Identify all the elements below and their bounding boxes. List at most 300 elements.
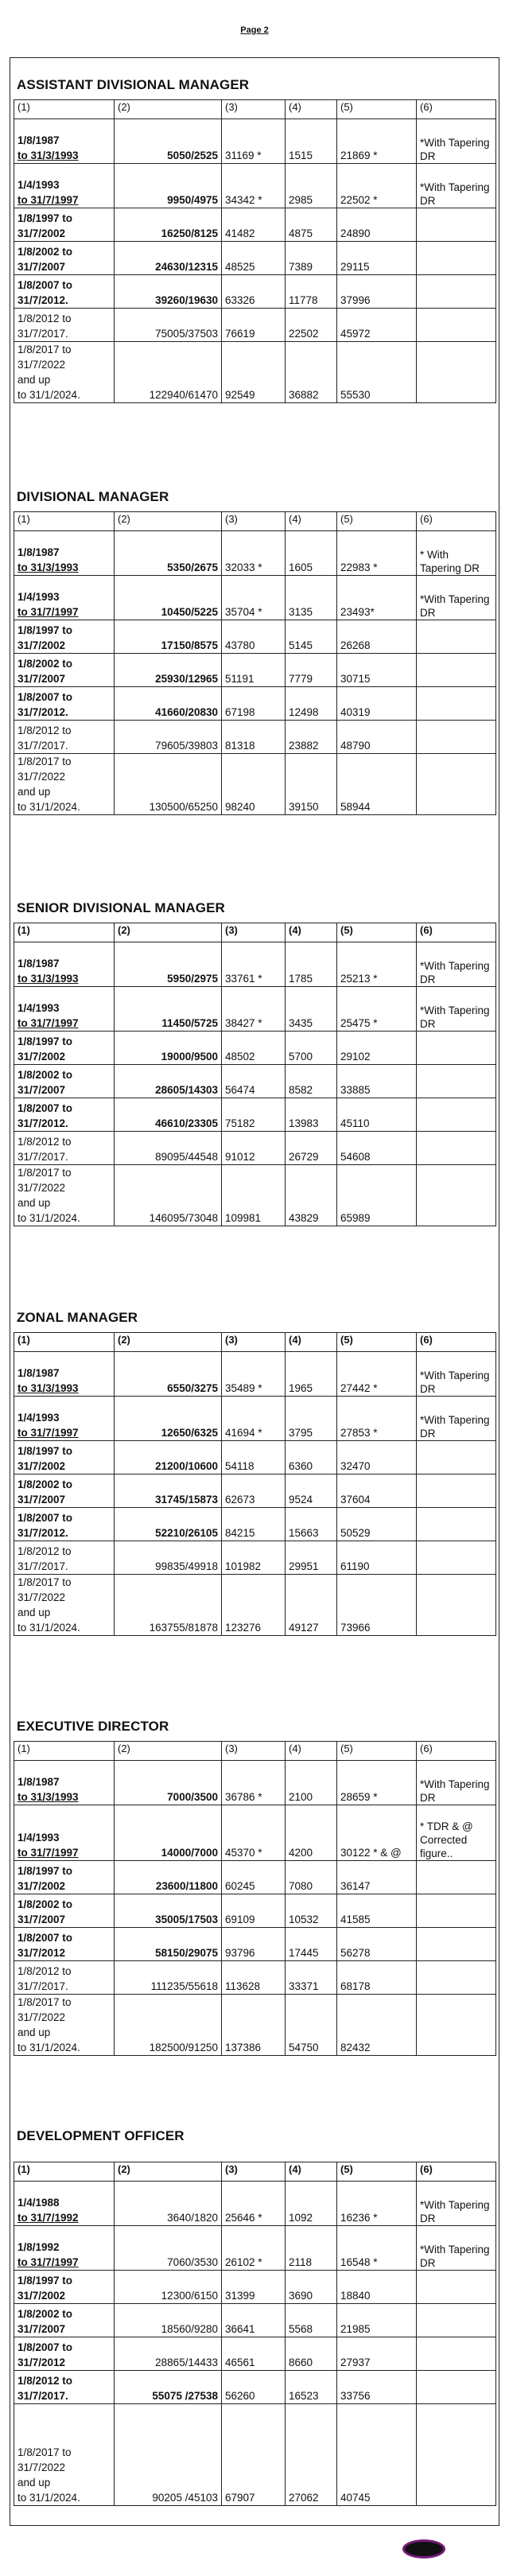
period-cell bbox=[14, 942, 115, 987]
section-title: SENIOR DIVISIONAL MANAGER bbox=[17, 900, 225, 915]
period-line: to 31/7/1997 bbox=[17, 1017, 79, 1029]
value-cell-3: 51191 bbox=[222, 654, 286, 687]
value-cell-4: 13983 bbox=[286, 1098, 337, 1132]
table-row bbox=[14, 2304, 496, 2337]
period-line: 31/7/2012 bbox=[17, 1947, 66, 1959]
value-cell-3: 67907 bbox=[222, 2404, 286, 2506]
table-row bbox=[14, 2337, 496, 2371]
period-cell bbox=[14, 754, 115, 815]
value-cell-4: 49127 bbox=[286, 1575, 337, 1636]
pay-scale-cell: 52210/26105 bbox=[115, 1508, 222, 1541]
pay-scale-cell: 7060/3530 bbox=[115, 2226, 222, 2271]
column-header: (6) bbox=[417, 512, 496, 531]
value-cell-3: 31169 * bbox=[222, 119, 286, 164]
value-cell-3: 62673 bbox=[222, 1474, 286, 1508]
period-line: to 31/1/2024. bbox=[17, 1212, 80, 1224]
value-cell-3: 91012 bbox=[222, 1132, 286, 1165]
table-row bbox=[14, 1928, 496, 1961]
table-header-row bbox=[14, 1742, 496, 1761]
stamp-logo bbox=[402, 2539, 445, 2559]
value-cell-5: 18840 bbox=[337, 2271, 417, 2304]
remark-cell: *With Tapering DR bbox=[417, 119, 496, 164]
value-cell-3: 69109 bbox=[222, 1894, 286, 1928]
column-header: (6) bbox=[417, 2162, 496, 2182]
period-cell bbox=[14, 1441, 115, 1474]
period-line: 31/7/2017. bbox=[17, 1151, 68, 1163]
period-line: 1/8/1997 to bbox=[17, 1865, 73, 1877]
column-header: (5) bbox=[337, 512, 417, 531]
remark-cell bbox=[417, 1508, 496, 1541]
period-line: 31/7/2022 bbox=[17, 2461, 66, 2473]
period-line: and up bbox=[17, 1197, 51, 1209]
table-row bbox=[14, 1165, 496, 1226]
value-cell-5: 40745 bbox=[337, 2404, 417, 2506]
period-cell bbox=[14, 1132, 115, 1165]
period-line: 31/7/2007 bbox=[17, 673, 66, 685]
section-title: DEVELOPMENT OFFICER bbox=[17, 2128, 185, 2143]
value-cell-4: 26729 bbox=[286, 1132, 337, 1165]
value-cell-5: 37604 bbox=[337, 1474, 417, 1508]
salary-table bbox=[14, 923, 496, 1226]
pay-scale-cell: 11450/5725 bbox=[115, 987, 222, 1032]
table-row bbox=[14, 164, 496, 208]
period-line: 1/8/1987 bbox=[17, 134, 60, 146]
period-line: 1/8/2002 to bbox=[17, 658, 73, 670]
period-cell bbox=[14, 1165, 115, 1226]
value-cell-3: 84215 bbox=[222, 1508, 286, 1541]
remark-cell: * TDR & @ Corrected figure.. bbox=[417, 1805, 496, 1861]
pay-scale-cell: 41660/20830 bbox=[115, 687, 222, 721]
period-line: 31/7/2012. bbox=[17, 1117, 68, 1129]
remark-cell: *With Tapering DR bbox=[417, 1761, 496, 1805]
column-header: (5) bbox=[337, 1742, 417, 1761]
period-line: to 31/1/2024. bbox=[17, 2042, 80, 2053]
value-cell-5: 21985 bbox=[337, 2304, 417, 2337]
value-cell-3: 101982 bbox=[222, 1541, 286, 1575]
period-line: 1/8/2007 to bbox=[17, 691, 73, 703]
remark-cell bbox=[417, 275, 496, 309]
value-cell-4: 8660 bbox=[286, 2337, 337, 2371]
period-line: to 31/7/1997 bbox=[17, 194, 79, 206]
period-line: and up bbox=[17, 2026, 51, 2038]
period-line: 1/8/2002 to bbox=[17, 246, 73, 258]
value-cell-3: 93796 bbox=[222, 1928, 286, 1961]
value-cell-5: 25475 * bbox=[337, 987, 417, 1032]
value-cell-5: 21869 * bbox=[337, 119, 417, 164]
period-cell bbox=[14, 2337, 115, 2371]
period-line: 31/7/2022 bbox=[17, 771, 66, 783]
remark-cell bbox=[417, 2404, 496, 2506]
period-cell bbox=[14, 1761, 115, 1805]
pay-scale-cell: 75005/37503 bbox=[115, 309, 222, 342]
pay-scale-cell: 14000/7000 bbox=[115, 1805, 222, 1861]
remark-cell bbox=[417, 1541, 496, 1575]
table-row bbox=[14, 987, 496, 1032]
period-cell bbox=[14, 2371, 115, 2404]
period-cell bbox=[14, 576, 115, 620]
salary-table bbox=[14, 1332, 496, 1636]
remark-cell bbox=[417, 654, 496, 687]
remark-cell bbox=[417, 1575, 496, 1636]
pay-scale-cell: 3640/1820 bbox=[115, 2182, 222, 2226]
remark-cell bbox=[417, 208, 496, 242]
table-header-row bbox=[14, 1333, 496, 1352]
salary-table bbox=[14, 2162, 496, 2506]
pay-scale-cell: 35005/17503 bbox=[115, 1894, 222, 1928]
remark-cell: *With Tapering DR bbox=[417, 1352, 496, 1397]
column-header: (1) bbox=[14, 100, 115, 119]
period-line: to 31/3/1993 bbox=[17, 1791, 79, 1803]
period-line: 31/7/2017. bbox=[17, 1980, 68, 1992]
period-line: 1/8/2002 to bbox=[17, 1898, 73, 1910]
value-cell-4: 54750 bbox=[286, 1995, 337, 2056]
period-cell bbox=[14, 1861, 115, 1894]
period-cell bbox=[14, 119, 115, 164]
period-line: 1/8/1987 bbox=[17, 1367, 60, 1379]
period-line: 31/7/2007 bbox=[17, 1494, 66, 1506]
period-line: 1/8/2007 to bbox=[17, 1102, 73, 1114]
column-header: (4) bbox=[286, 1333, 337, 1352]
pay-scale-cell: 9950/4975 bbox=[115, 164, 222, 208]
pay-scale-cell: 182500/91250 bbox=[115, 1995, 222, 2056]
salary-table bbox=[14, 1741, 496, 2056]
remark-cell bbox=[417, 1098, 496, 1132]
period-cell bbox=[14, 1541, 115, 1575]
period-line: to 31/1/2024. bbox=[17, 801, 80, 813]
value-cell-3: 35489 * bbox=[222, 1352, 286, 1397]
period-cell bbox=[14, 1961, 115, 1995]
remark-cell: *With Tapering DR bbox=[417, 2182, 496, 2226]
value-cell-4: 8582 bbox=[286, 1065, 337, 1098]
period-line: and up bbox=[17, 2477, 51, 2489]
value-cell-5: 68178 bbox=[337, 1961, 417, 1995]
column-header: (5) bbox=[337, 2162, 417, 2182]
pay-scale-cell: 31745/15873 bbox=[115, 1474, 222, 1508]
value-cell-4: 5700 bbox=[286, 1032, 337, 1065]
value-cell-5: 48790 bbox=[337, 721, 417, 754]
column-header: (3) bbox=[222, 100, 286, 119]
table-row bbox=[14, 1441, 496, 1474]
period-line: 31/7/2002 bbox=[17, 2290, 66, 2302]
value-cell-4: 36882 bbox=[286, 342, 337, 403]
value-cell-5: 27853 * bbox=[337, 1397, 417, 1441]
remark-cell bbox=[417, 1132, 496, 1165]
table-row bbox=[14, 208, 496, 242]
period-line: to 31/7/1997 bbox=[17, 606, 79, 618]
value-cell-3: 109981 bbox=[222, 1165, 286, 1226]
value-cell-4: 2100 bbox=[286, 1761, 337, 1805]
column-header: (3) bbox=[222, 1333, 286, 1352]
value-cell-4: 1785 bbox=[286, 942, 337, 987]
value-cell-3: 45370 * bbox=[222, 1805, 286, 1861]
pay-scale-cell: 28605/14303 bbox=[115, 1065, 222, 1098]
pay-scale-cell: 17150/8575 bbox=[115, 620, 222, 654]
table-row bbox=[14, 1761, 496, 1805]
value-cell-5: 54608 bbox=[337, 1132, 417, 1165]
remark-cell bbox=[417, 754, 496, 815]
value-cell-5: 73966 bbox=[337, 1575, 417, 1636]
period-line: 1/8/2017 to bbox=[17, 344, 72, 356]
column-header: (4) bbox=[286, 923, 337, 942]
period-line: 1/8/2007 to bbox=[17, 2341, 73, 2353]
table-row bbox=[14, 2271, 496, 2304]
value-cell-3: 56260 bbox=[222, 2371, 286, 2404]
column-header: (2) bbox=[115, 1333, 222, 1352]
period-line: 1/8/1997 to bbox=[17, 1445, 73, 1457]
pay-scale-cell: 10450/5225 bbox=[115, 576, 222, 620]
value-cell-4: 4200 bbox=[286, 1805, 337, 1861]
value-cell-3: 63326 bbox=[222, 275, 286, 309]
value-cell-4: 22502 bbox=[286, 309, 337, 342]
table-row bbox=[14, 2404, 496, 2506]
value-cell-4: 43829 bbox=[286, 1165, 337, 1226]
table-row bbox=[14, 1397, 496, 1441]
value-cell-5: 55530 bbox=[337, 342, 417, 403]
document-frame bbox=[10, 57, 499, 2526]
value-cell-4: 11778 bbox=[286, 275, 337, 309]
column-header: (5) bbox=[337, 1333, 417, 1352]
period-line: to 31/7/1997 bbox=[17, 1427, 79, 1439]
value-cell-4: 27062 bbox=[286, 2404, 337, 2506]
value-cell-5: 30715 bbox=[337, 654, 417, 687]
value-cell-4: 29951 bbox=[286, 1541, 337, 1575]
value-cell-3: 33761 * bbox=[222, 942, 286, 987]
value-cell-3: 26102 * bbox=[222, 2226, 286, 2271]
value-cell-4: 1605 bbox=[286, 531, 337, 576]
column-header: (4) bbox=[286, 100, 337, 119]
remark-cell bbox=[417, 1474, 496, 1508]
period-line: 31/7/2007 bbox=[17, 1084, 66, 1096]
value-cell-4: 10532 bbox=[286, 1894, 337, 1928]
pay-scale-cell: 28865/14433 bbox=[115, 2337, 222, 2371]
value-cell-4: 2118 bbox=[286, 2226, 337, 2271]
remark-cell bbox=[417, 1995, 496, 2056]
value-cell-5: 30122 * & @ bbox=[337, 1805, 417, 1861]
period-line: 1/4/1988 bbox=[17, 2197, 60, 2209]
table-row bbox=[14, 754, 496, 815]
column-header: (3) bbox=[222, 1742, 286, 1761]
remark-cell bbox=[417, 342, 496, 403]
remark-cell: * With Tapering DR bbox=[417, 531, 496, 576]
value-cell-5: 45972 bbox=[337, 309, 417, 342]
value-cell-3: 43780 bbox=[222, 620, 286, 654]
remark-cell bbox=[417, 1894, 496, 1928]
period-cell bbox=[14, 1508, 115, 1541]
remark-cell bbox=[417, 2304, 496, 2337]
period-line: and up bbox=[17, 374, 51, 386]
table-row bbox=[14, 531, 496, 576]
pay-scale-cell: 146095/73048 bbox=[115, 1165, 222, 1226]
value-cell-4: 15663 bbox=[286, 1508, 337, 1541]
period-cell bbox=[14, 2182, 115, 2226]
value-cell-3: 36641 bbox=[222, 2304, 286, 2337]
column-header: (2) bbox=[115, 100, 222, 119]
section-title: EXECUTIVE DIRECTOR bbox=[17, 1719, 169, 1734]
value-cell-4: 23882 bbox=[286, 721, 337, 754]
value-cell-3: 46561 bbox=[222, 2337, 286, 2371]
value-cell-4: 1092 bbox=[286, 2182, 337, 2226]
period-line: 1/8/1997 to bbox=[17, 624, 73, 636]
period-line: and up bbox=[17, 786, 51, 798]
value-cell-5: 16236 * bbox=[337, 2182, 417, 2226]
remark-cell bbox=[417, 721, 496, 754]
value-cell-4: 7389 bbox=[286, 242, 337, 275]
pay-scale-cell: 99835/49918 bbox=[115, 1541, 222, 1575]
period-cell bbox=[14, 620, 115, 654]
value-cell-4: 16523 bbox=[286, 2371, 337, 2404]
value-cell-3: 41694 * bbox=[222, 1397, 286, 1441]
pay-scale-cell: 19000/9500 bbox=[115, 1032, 222, 1065]
value-cell-3: 113628 bbox=[222, 1961, 286, 1995]
column-header: (4) bbox=[286, 2162, 337, 2182]
value-cell-5: 16548 * bbox=[337, 2226, 417, 2271]
value-cell-3: 92549 bbox=[222, 342, 286, 403]
value-cell-3: 81318 bbox=[222, 721, 286, 754]
period-line: 1/4/1993 bbox=[17, 591, 60, 603]
column-header: (2) bbox=[115, 2162, 222, 2182]
value-cell-4: 33371 bbox=[286, 1961, 337, 1995]
table-row bbox=[14, 342, 496, 403]
period-line: 31/7/2007 bbox=[17, 2323, 66, 2335]
column-header: (4) bbox=[286, 512, 337, 531]
period-cell bbox=[14, 1065, 115, 1098]
period-cell bbox=[14, 242, 115, 275]
column-header: (4) bbox=[286, 1742, 337, 1761]
value-cell-5: 33756 bbox=[337, 2371, 417, 2404]
pay-scale-cell: 79605/39803 bbox=[115, 721, 222, 754]
period-line: 1/8/2002 to bbox=[17, 1478, 73, 1490]
period-cell bbox=[14, 2226, 115, 2271]
remark-cell: *With Tapering DR bbox=[417, 164, 496, 208]
table-row bbox=[14, 275, 496, 309]
value-cell-5: 24890 bbox=[337, 208, 417, 242]
table-row bbox=[14, 1508, 496, 1541]
page-label: Page 2 bbox=[240, 25, 269, 35]
period-cell bbox=[14, 164, 115, 208]
pay-scale-cell: 5050/2525 bbox=[115, 119, 222, 164]
table-row bbox=[14, 309, 496, 342]
period-line: 1/8/2007 to bbox=[17, 1932, 73, 1944]
remark-cell: *With Tapering DR bbox=[417, 576, 496, 620]
table-row bbox=[14, 1894, 496, 1928]
value-cell-4: 12498 bbox=[286, 687, 337, 721]
period-line: to 31/3/1993 bbox=[17, 561, 79, 573]
pay-scale-cell: 46610/23305 bbox=[115, 1098, 222, 1132]
value-cell-5: 33885 bbox=[337, 1065, 417, 1098]
table-row bbox=[14, 1352, 496, 1397]
value-cell-5: 41585 bbox=[337, 1894, 417, 1928]
remark-cell bbox=[417, 309, 496, 342]
table-row bbox=[14, 1861, 496, 1894]
value-cell-5: 29115 bbox=[337, 242, 417, 275]
pay-scale-cell: 12650/6325 bbox=[115, 1397, 222, 1441]
table-row bbox=[14, 620, 496, 654]
value-cell-3: 54118 bbox=[222, 1441, 286, 1474]
remark-cell bbox=[417, 620, 496, 654]
period-line: 1/8/1987 bbox=[17, 1776, 60, 1788]
period-line: 1/8/2017 to bbox=[17, 1576, 72, 1588]
table-row bbox=[14, 1961, 496, 1995]
value-cell-4: 3135 bbox=[286, 576, 337, 620]
period-line: to 31/7/1997 bbox=[17, 1847, 79, 1859]
period-line: to 31/3/1993 bbox=[17, 1382, 79, 1394]
value-cell-5: 50529 bbox=[337, 1508, 417, 1541]
period-line: 31/7/2012 bbox=[17, 2356, 66, 2368]
value-cell-5: 22502 * bbox=[337, 164, 417, 208]
table-row bbox=[14, 1098, 496, 1132]
section-title: ASSISTANT DIVISIONAL MANAGER bbox=[17, 77, 250, 92]
table-row bbox=[14, 721, 496, 754]
value-cell-5: 37996 bbox=[337, 275, 417, 309]
table-header-row bbox=[14, 512, 496, 531]
column-header: (6) bbox=[417, 100, 496, 119]
value-cell-4: 17445 bbox=[286, 1928, 337, 1961]
value-cell-4: 2985 bbox=[286, 164, 337, 208]
value-cell-5: 45110 bbox=[337, 1098, 417, 1132]
period-cell bbox=[14, 531, 115, 576]
value-cell-4: 39150 bbox=[286, 754, 337, 815]
period-line: 1/8/2002 to bbox=[17, 1069, 73, 1081]
pay-scale-cell: 5950/2975 bbox=[115, 942, 222, 987]
column-header: (3) bbox=[222, 512, 286, 531]
remark-cell bbox=[417, 687, 496, 721]
period-line: 1/4/1993 bbox=[17, 1002, 60, 1014]
value-cell-3: 38427 * bbox=[222, 987, 286, 1032]
period-line: 31/7/2022 bbox=[17, 1182, 66, 1194]
period-cell bbox=[14, 1928, 115, 1961]
remark-cell bbox=[417, 1165, 496, 1226]
period-line: 31/7/2022 bbox=[17, 359, 66, 371]
table-row bbox=[14, 654, 496, 687]
value-cell-5: 23493* bbox=[337, 576, 417, 620]
remark-cell: *With Tapering DR bbox=[417, 987, 496, 1032]
period-line: 31/7/2017. bbox=[17, 328, 68, 340]
value-cell-5: 26268 bbox=[337, 620, 417, 654]
column-header: (6) bbox=[417, 1742, 496, 1761]
remark-cell bbox=[417, 1961, 496, 1995]
column-header: (5) bbox=[337, 923, 417, 942]
remark-cell bbox=[417, 1928, 496, 1961]
period-line: to 31/3/1993 bbox=[17, 150, 79, 161]
column-header: (6) bbox=[417, 923, 496, 942]
period-line: 1/8/1997 to bbox=[17, 2275, 73, 2287]
value-cell-3: 36786 * bbox=[222, 1761, 286, 1805]
pay-scale-cell: 111235/55618 bbox=[115, 1961, 222, 1995]
period-cell bbox=[14, 208, 115, 242]
table-row bbox=[14, 2226, 496, 2271]
period-cell bbox=[14, 654, 115, 687]
value-cell-4: 6360 bbox=[286, 1441, 337, 1474]
table-row bbox=[14, 1805, 496, 1861]
period-cell bbox=[14, 1474, 115, 1508]
column-header: (2) bbox=[115, 512, 222, 531]
period-cell bbox=[14, 2304, 115, 2337]
value-cell-5: 61190 bbox=[337, 1541, 417, 1575]
value-cell-3: 31399 bbox=[222, 2271, 286, 2304]
period-line: to 31/1/2024. bbox=[17, 2492, 80, 2504]
value-cell-5: 82432 bbox=[337, 1995, 417, 2056]
period-line: 1/8/2017 to bbox=[17, 1167, 72, 1179]
value-cell-3: 67198 bbox=[222, 687, 286, 721]
column-header: (1) bbox=[14, 1742, 115, 1761]
value-cell-3: 48502 bbox=[222, 1032, 286, 1065]
period-line: 31/7/2002 bbox=[17, 1880, 66, 1892]
period-cell bbox=[14, 1397, 115, 1441]
pay-scale-cell: 89095/44548 bbox=[115, 1132, 222, 1165]
value-cell-3: 76619 bbox=[222, 309, 286, 342]
column-header: (3) bbox=[222, 923, 286, 942]
pay-scale-cell: 122940/61470 bbox=[115, 342, 222, 403]
